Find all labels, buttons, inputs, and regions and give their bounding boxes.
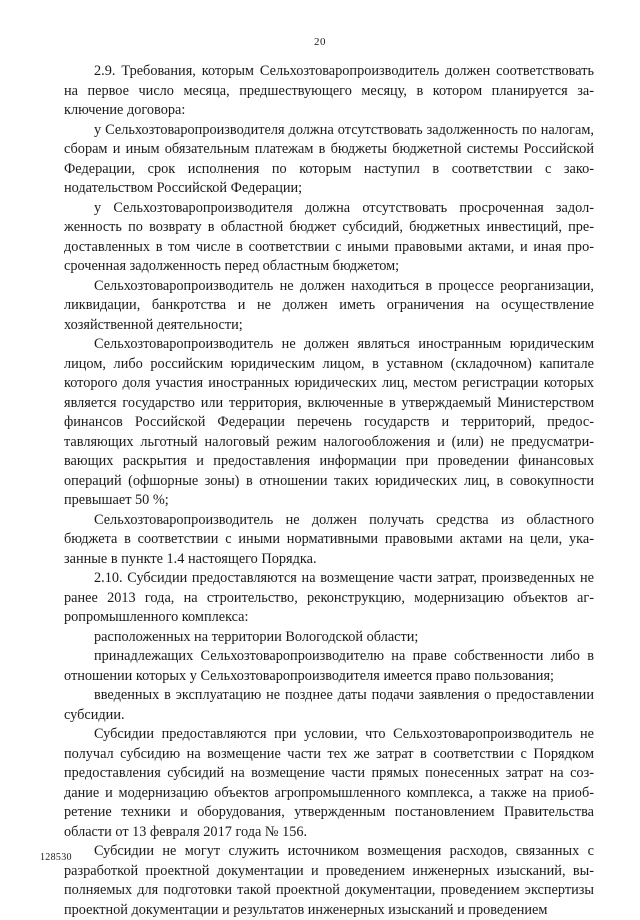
paragraph-reorganization: Сельхозтоваропроизводитель не должен находиться в процессе реорганизации, ликвидации, банкротства и не должен иметь ограничения на осуществление хозяйственной деятельности; (64, 277, 594, 333)
paragraph-commissioning: введенных в эксплуатацию не позднее даты подачи заявления о предоставлении субсидии. (64, 687, 594, 723)
paragraph-ownership: принадлежащих Сельхозтоваропроизводителю на праве собственности либо в отношении которых у Сельхозтоваропроизводителя имеется право пользования; (64, 648, 594, 684)
paragraph-subsidy-exclusions: Субсидии не могут служить источником возмещения расходов, связанных с разработкой проектной документации и проведением инженерных изысканий, выполняемых для подготовки такой проектной документации, проведением экспертизы проектной документации и результатов инженерных изысканий и проведением (64, 843, 594, 918)
paragraph-foreign-entity: Сельхозтоваропроизводитель не должен являться иностранным юридическим лицом, либо российским юридическим лицом, в уставном (складочном) капитале которого доля участия иностранных юридических лиц, местом регистрации которых является государство или территория, включенные в утверждаемый Министерством финансов Российской Федерации перечень государств и территорий, предоставляющих льготный налоговый режим налогообложения и (или) не предусматривающих раскрытия и предоставления информации при проведении финансовых операций (офшорные зоны) в отношении таких юридических лиц, в совокупности превышает 50 %; (64, 336, 594, 508)
paragraph-2-9-intro: 2.9. Требования, которым Сельхозтоваропроизводитель должен соответствовать на первое число месяца, предшествующего месяцу, в котором планируется заключение договора: (64, 63, 594, 118)
paragraph-location: расположенных на территории Вологодской области; (94, 628, 419, 645)
document-body (64, 62, 594, 920)
paragraph-2-10-intro: 2.10. Субсидии предоставляются на возмещение части затрат, произведенных не ранее 2013 года, на строительство, реконструкцию, модернизацию объектов агропромышленного комплекса: (64, 570, 594, 625)
paragraph-regional-funds: Сельхозтоваропроизводитель не должен получать средства из областного бюджета в соответствии с иными нормативными правовыми актами на цели, указанные в пункте 1.4 настоящего Порядка. (64, 511, 594, 567)
paragraph-subsidy-condition: Субсидии предоставляются при условии, что Сельхозтоваропроизводитель не получал субсидию на возмещение части тех же затрат в соответствии с Порядком предоставления субсидий на возмещение части прямых понесенных затрат на создание и модернизацию объектов агропромышленного комплекса, а также на приобретение техники и оборудования, утвержденным постановлением Правительства области от 13 февраля 2017 года № 156. (64, 726, 594, 840)
footer-document-code: 128530 (40, 852, 72, 863)
paragraph-overdue-debt: у Сельхозтоваропроизводителя должна отсутствовать просроченная задолженность по возврату в областной бюджет субсидий, бюджетных инвестиций, предоставленных в том числе в соответствии с иными правовыми актами, и иная просроченная задолженность перед областным бюджетом; (64, 199, 594, 274)
paragraph-tax-debt: у Сельхозтоваропроизводителя должна отсутствовать задолженность по налогам, сборам и иным обязательным платежам в бюджеты бюджетной системы Российской Федерации, срок исполнения по которым наступил в соответствии с законодательством Российской Федерации; (64, 121, 594, 196)
page-number: 20 (314, 36, 326, 48)
